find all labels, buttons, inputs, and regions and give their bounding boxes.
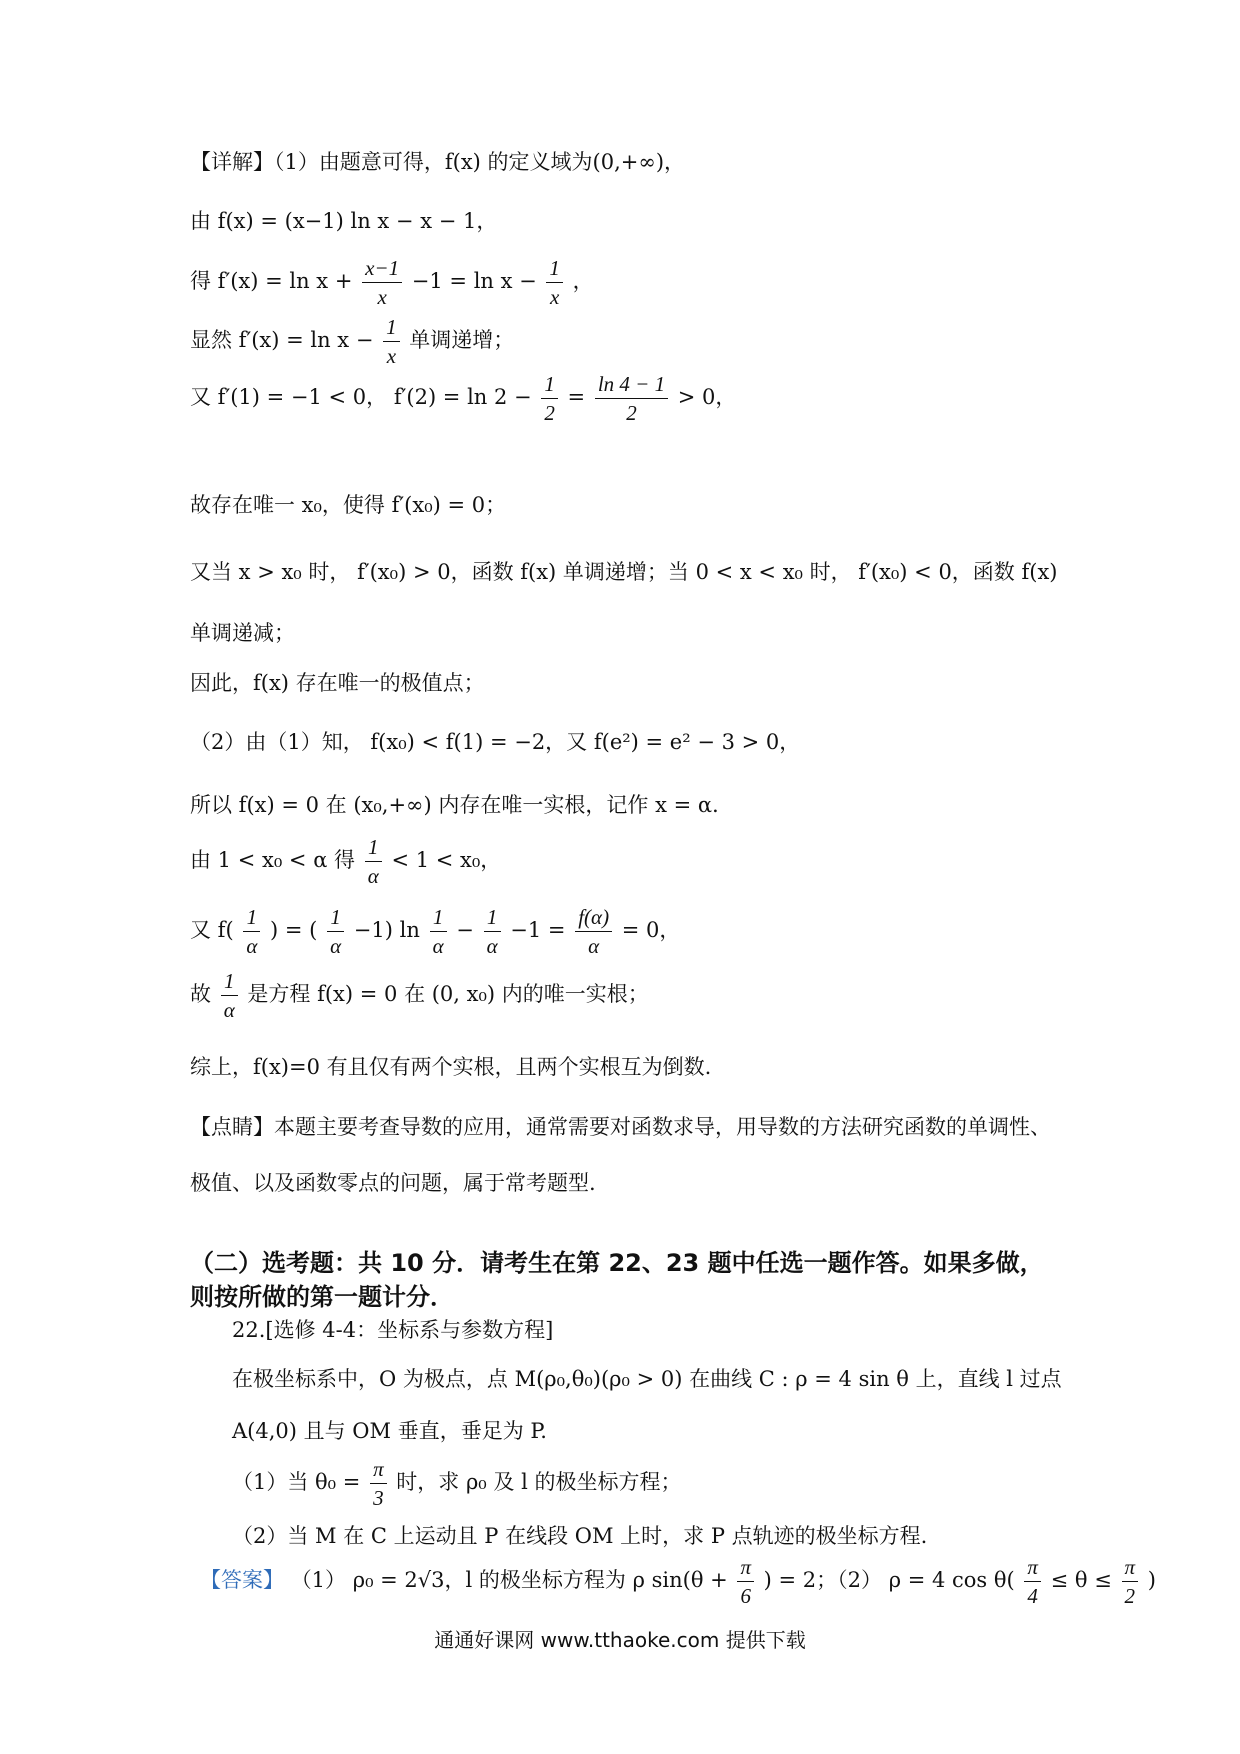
text-segment: = [567, 385, 586, 409]
text-segment: −1 = [510, 918, 566, 942]
solution-line-12 [190, 833, 501, 890]
text-segment: 故 [190, 982, 211, 1006]
denominator: α [246, 934, 258, 958]
answer-line [200, 1553, 1156, 1610]
comment-line-2: 极值、以及函数零点的问题，属于常考题型. [190, 1171, 596, 1195]
solution-line-6: 故存在唯一 x₀，使得 f′(x₀) = 0； [190, 493, 507, 517]
text-segment: 单调递增； [409, 328, 515, 352]
text-segment: − [456, 918, 474, 942]
text-segment: 是方程 f(x) = 0 在 (0, x₀) 内的唯一实根； [247, 982, 649, 1006]
numerator: f(α) [575, 903, 612, 932]
comment-line-1: 【点睛】本题主要考查导数的应用，通常需要对函数求导，用导数的方法研究函数的单调性、 [190, 1115, 1051, 1139]
denominator: 6 [740, 1584, 751, 1608]
text-segment: （1）当 θ₀ = [232, 1470, 361, 1494]
solution-line-3 [190, 254, 594, 311]
solution-line-11: 所以 f(x) = 0 在 (x₀,+∞) 内存在唯一实根，记作 x = α． [190, 793, 734, 817]
text-segment: 时，求 ρ₀ 及 l 的极坐标方程； [396, 1470, 682, 1494]
denominator: x [377, 285, 387, 309]
answer-tag: 【答案】 [200, 1568, 284, 1592]
denominator: x [550, 285, 560, 309]
section-title-line-1: （二）选考题：共 10 分．请考生在第 22、23 题中任选一题作答。如果多做， [190, 1249, 1044, 1277]
footer-source: 通通好课网 www.tthaoke.com 提供下载 [434, 1628, 806, 1652]
solution-line-14 [190, 967, 649, 1024]
question-text-2: A(4,0) 且与 OM 垂直，垂足为 P. [232, 1419, 547, 1443]
numerator: 1 [484, 903, 501, 932]
denominator: 2 [544, 401, 555, 425]
denominator: α [367, 864, 379, 888]
text-segment: = 0， [621, 918, 681, 942]
text-segment: 由 1 < x₀ < α 得 [190, 848, 356, 872]
solution-line-2: 由 f(x) = (x−1) ln x − x − 1， [190, 209, 498, 233]
section-title-line-2: 则按所做的第一题计分． [190, 1283, 454, 1311]
text-segment: > 0， [677, 385, 737, 409]
question-part-1 [232, 1455, 681, 1512]
numerator: π [1122, 1553, 1139, 1582]
numerator: 1 [430, 903, 447, 932]
text-segment: 又 f( [190, 918, 234, 942]
fraction [243, 903, 260, 960]
fraction [737, 1553, 754, 1610]
solution-line-9: 因此，f(x) 存在唯一的极值点； [190, 671, 485, 695]
numerator: 1 [243, 903, 260, 932]
solution-line-7: 又当 x > x₀ 时， f′(x₀) > 0，函数 f(x) 单调递增；当 0 < x < x₀ 时， f′(x₀) < 0，函数 f(x) [190, 560, 1058, 584]
denominator: α [432, 934, 444, 958]
question-part-2: （2）当 M 在 C 上运动且 P 在线段 OM 上时，求 P 点轨迹的极坐标方程. [232, 1524, 928, 1548]
fraction [362, 254, 402, 311]
question-heading: 22.[选修 4-4：坐标系与参数方程] [232, 1318, 554, 1342]
fraction [541, 370, 558, 427]
text-segment: ≤ θ ≤ [1050, 1568, 1112, 1592]
numerator: 1 [546, 254, 563, 283]
text-segment: 得 f′(x) = ln x + [190, 269, 353, 293]
numerator: π [737, 1553, 754, 1582]
numerator: π [370, 1455, 387, 1484]
text-segment: ) = 2；（2） ρ = 4 cos θ( [763, 1568, 1015, 1592]
denominator: α [588, 934, 600, 958]
numerator: x−1 [362, 254, 402, 283]
fraction [546, 254, 563, 311]
text-segment: 显然 f′(x) = ln x − [190, 328, 374, 352]
question-text-1: 在极坐标系中，O 为极点，点 M(ρ₀,θ₀)(ρ₀ > 0) 在曲线 C : ρ = 4 sin θ 上，直线 l 过点 [232, 1367, 1062, 1391]
fraction [575, 903, 612, 960]
text-segment: （1） ρ₀ = 2√3，l 的极坐标方程为 ρ sin(θ + [290, 1568, 728, 1592]
fraction [327, 903, 344, 960]
fraction [1122, 1553, 1139, 1610]
text-segment: ) [1147, 1568, 1156, 1592]
fraction [1024, 1553, 1041, 1610]
numerator: 1 [541, 370, 558, 399]
text-segment: −1 = ln x − [411, 269, 537, 293]
denominator: α [486, 934, 498, 958]
fraction [484, 903, 501, 960]
numerator: 1 [327, 903, 344, 932]
solution-line-8: 单调递减； [190, 621, 295, 645]
solution-line-5 [190, 370, 736, 427]
text-segment: −1) ln [353, 918, 420, 942]
solution-line-13 [190, 903, 680, 960]
text-segment: < 1 < x₀， [391, 848, 502, 872]
numerator: 1 [383, 313, 400, 342]
fraction [370, 1455, 387, 1512]
numerator: ln 4 − 1 [595, 370, 668, 399]
fraction [595, 370, 668, 427]
text-segment: ) = ( [270, 918, 318, 942]
solution-line-15: 综上，f(x)=0 有且仅有两个实根，且两个实根互为倒数. [190, 1055, 712, 1079]
denominator: x [386, 344, 397, 368]
denominator: α [330, 934, 342, 958]
denominator: α [223, 998, 235, 1022]
solution-line-1: 【详解】（1）由题意可得，f(x) 的定义域为(0,+∞)， [190, 150, 686, 174]
text-segment: ， [572, 269, 594, 293]
denominator: 4 [1027, 1584, 1038, 1608]
denominator: 2 [626, 401, 637, 425]
numerator: 1 [221, 967, 238, 996]
solution-line-10: （2）由（1）知， f(x₀) < f(1) = −2，又 f(e²) = e² − 3 > 0， [190, 730, 801, 754]
fraction [365, 833, 382, 890]
denominator: 3 [373, 1486, 384, 1510]
fraction [221, 967, 238, 1024]
solution-line-4 [190, 313, 514, 370]
numerator: π [1024, 1553, 1041, 1582]
fraction [430, 903, 447, 960]
numerator: 1 [365, 833, 382, 862]
text-segment: 又 f′(1) = −1 < 0， f′(2) = ln 2 − [190, 385, 532, 409]
fraction [383, 313, 400, 370]
denominator: 2 [1124, 1584, 1136, 1608]
